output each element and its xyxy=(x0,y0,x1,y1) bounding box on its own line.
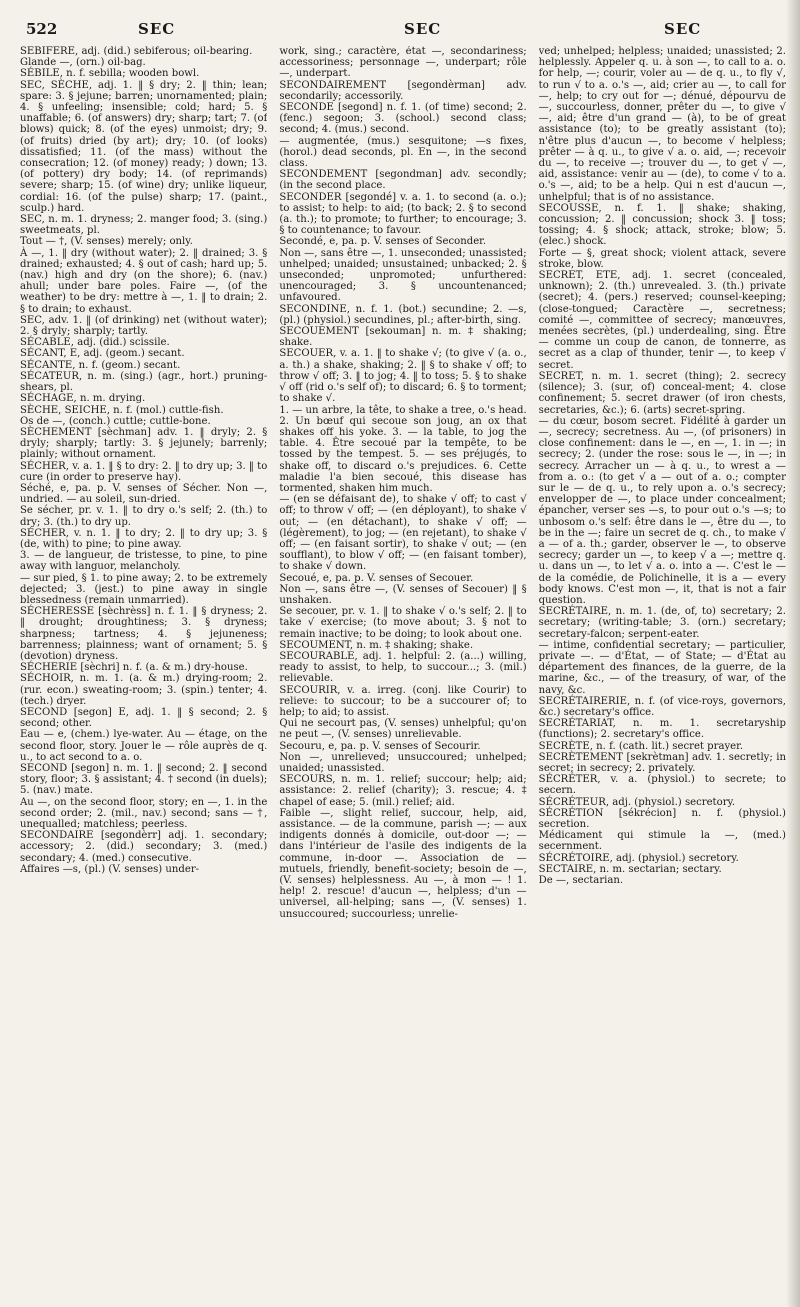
dictionary-entry: SECRÈTE, n. f. (cath. lit.) secret prayer. xyxy=(538,740,744,752)
dictionary-entry: Glande —, (orn.) oil-bag. xyxy=(20,57,146,69)
dictionary-entry: SECONDAIRE [segondèrr] adj. 1. secondary; accessory; 2. (did.) secondary; 3. (med.) secondary; 4. (med.) consecutive. xyxy=(20,830,268,864)
dictionary-entry: SÉCANT, E, adj. (geom.) secant. xyxy=(20,348,185,360)
dictionary-entry: SECRÈTEMENT [sekrètman] adv. 1. secretly; in secret; in secrecy; 2. privately. xyxy=(538,751,786,774)
dictionary-entry: SÉCHER, v. a. 1. ‖ § to dry: 2. ‖ to dry up; 3. ‖ to cure (in order to preserve hay). xyxy=(20,460,268,483)
dictionary-entry: SECOURS, n. m. 1. relief; succour; help; aid; assistance: 2. relief (charity); 3. rescue; 4. ‡ chapel of ease; 5. (mil.) relief; aid. xyxy=(279,774,527,808)
dictionary-entry: Non —, sans être —, 1. unseconded; unassisted; unhelped; unaided; unsustained; unbacked; 2. § unseconded; unpromoted; unfurthered: unencouraged; 3. § uncountenanced; unfavoured. xyxy=(279,247,527,304)
dictionary-entry: Forte — §, great shock; violent attack, severe stroke, blow. xyxy=(538,247,786,270)
column-middle xyxy=(279,46,526,1306)
dictionary-entry: SECOND [segon] n. m. 1. ‖ second; 2. ‖ second story, floor; 3. § assistant; 4. † second (in duels); 5. (nav.) mate. xyxy=(20,763,268,797)
dictionary-entry: SECRÉTAIRE, n. m. 1. (de, of, to) secretary; 2. secretary; (writing-table; 3. (orn.) secretary; secretary-falcon; serpent-eater. xyxy=(538,606,786,640)
dictionary-entry: Affaires —s, (pl.) (V. senses) under- xyxy=(20,863,200,875)
dictionary-entry: Se sécher, pr. v. 1. ‖ to dry o.'s self; 2. (th.) to dry; 3. (th.) to dry up. xyxy=(20,505,268,528)
dictionary-entry: SÉCATEUR, n. m. (sing.) (agr., hort.) pruning-shears, pl. xyxy=(20,370,268,394)
dictionary-entry: À —, 1. ‖ dry (without water); 2. ‖ drained; 3. § drained; exhausted; 4. § out of cash; hard up; 5. (nav.) high and dry (on the shore); 6. (nav.) ahull; under bare poles. Faire —, (of the weather) to be dry: mettre à —, 1. ‖ to drain; 2. § to drain; to exhaust. xyxy=(20,247,268,315)
dictionary-entry: SECTAIRE, n. m. sectarian; sectary. xyxy=(538,863,722,875)
dictionary-entry: 1. — un arbre, la tête, to shake a tree, o.'s head. 2. Un bœuf qui secoue son joug, an ox that shakes off his yoke. 3. — la table, to jog the table. 4. Être secoué par la tempête, to be tossed by the tempest. 5. — ses préjugés, to shake off, to discard o.'s prejudices. 6. Cette maladie l'a bien secoué, this disease has tormented, shaken him much. xyxy=(279,404,527,494)
dictionary-entry: SECOURABLE, adj. 1. helpful: 2. (a...) willing, ready to assist, to help, to succour...; 3. (mil.) relievable. xyxy=(279,650,527,685)
dictionary-entry: SECONDINE, n. f. 1. (bot.) secundine; 2. —s, (pl.) (physiol.) secundines, pl.; after-birth, sing. xyxy=(279,303,527,326)
dictionary-entry: Secondé, e, pa. p. V. senses of Seconder. xyxy=(279,236,487,248)
dictionary-entry: SECOUEMENT [sekouman] n. m. ‡ shaking; shake. xyxy=(279,326,527,349)
dictionary-entry: SÉCHER, v. n. 1. ‖ to dry; 2. ‖ to dry up; 3. § (de, with) to pine; to pine away. xyxy=(20,527,268,550)
dictionary-entry: SÉCANTE, n. f. (geom.) secant. xyxy=(20,359,181,371)
dictionary-entry: SÉBILE, n. f. sebilla; wooden bowl. xyxy=(20,68,200,80)
dictionary-entry: — (en se défaisant de), to shake √ off; to cast √ off; to throw √ off; — (en déployant), to shake √ out; — (en détachant), to shake √ off; — (légèrement), to jog; — (en rejetant), to shake √ off; — (en faisant sortir), to shake √ out; — (en soufflant), to blow √ off; — (en faisant tomber), to shake √ down. xyxy=(279,494,527,573)
dictionary-entry: 3. — de langueur, de tristesse, to pine, to pine away with languor, melancholy. xyxy=(20,550,268,573)
dictionary-entry: Tout — †, (V. senses) merely; only. xyxy=(20,236,193,248)
dictionary-entry: Secouru, e, pa. p. V. senses of Secourir. xyxy=(279,740,481,752)
dictionary-entry: work, sing.; caractère, état —, secondariness; accessoriness; personnage —, underpart; rôle —, underpart. xyxy=(279,46,527,80)
dictionary-entry: SEC, adv. 1. ‖ (of drinking) net (without water); 2. § dryly; sharply; tartly. xyxy=(20,314,268,338)
dictionary-entry: Qui ne secourt pas, (V. senses) unhelpful; qu'on ne peut —, (V. senses) unrelievable. xyxy=(279,718,527,741)
dictionary-entry: Non —, sans être —, (V. senses of Secouer) ‖ § unshaken. xyxy=(279,583,527,606)
dictionary-entry: — augmentée, (mus.) sesquitone; —s fixes, (horol.) dead seconds, pl. En —, in the second class. xyxy=(279,135,527,170)
dictionary-entry: De —, sectarian. xyxy=(538,875,624,887)
dictionary-entry: SÉCRÉTOIRE, adj. (physiol.) secretory. xyxy=(538,852,739,864)
dictionary-entry: Eau — e, (chem.) lye-water. Au — étage, on the second floor, story. Jouer le — rôle auprès de q. u., to act second to a. o. xyxy=(20,729,268,763)
dictionary-entry: Faible —, slight relief, succour, help, aid, assistance. — de la commune, parish —; — aux indigents donnés à domicile, out-door —; — dans l'intérieur de l'asile des indigents de la commune, in-door —. Association de — mutuels, friendly, benefit-society; besoin de —, (V. senses) helplessness. Au —, à mon — ! 1. help! 2. rescue! d'aucun —, helpless; d'un — universel, all-helping; sans —, (V. senses) 1. unsuccoured; succourless; unrelie- xyxy=(279,807,527,920)
dictionary-entry: SÈCHE, SEICHE, n. f. (mol.) cuttle-fish. xyxy=(20,404,224,416)
dictionary-entry: SÉCHOIR, n. m. 1. (a. & m.) drying-room; 2. (rur. econ.) sweating-room; 3. (spin.) tenter; 4. (tech.) dryer. xyxy=(20,673,268,707)
dictionary-entry: SEC, SÈCHE, adj. 1. ‖ § dry; 2. ‖ thin; lean; spare: 3. § jejune; barren; unornamented; plain; 4. § unfeeling; insensible; cold; hard; 5. § unaffable; 6. (of answers) dry; sharp; tart; 7. (of blows) quick; 8. (of the eyes) unmoist; dry; 9. (of fruits) dried (by art); dry; 10. (of looks) dissatisfied; 11. (of the mass) without the consecration; 12. (of money) ready; ) down; 13. (of pottery) dry body; 14. (of reprimands) severe; sharp; 15. (of wine) dry; unlike liqueur, cordial: 16. (of the pulse) sharp; 17. (paint., sculp.) hard. xyxy=(20,79,268,214)
dictionary-entry: SÉCHERESSE [sèchrèss] n. f. 1. ‖ § dryness; 2. ‖ drought; droughtiness; 3. § dryness; sharpness; tartness; 4. § jejuneness; barrenness; plainness; want of ornament; 5. § (devotion) dryness. xyxy=(20,606,268,662)
columns xyxy=(20,46,786,1306)
dictionary-entry: SÉCRÉTEUR, adj. (physiol.) secretory. xyxy=(538,796,736,808)
dictionary-entry: Séché, e, pa. p. V. senses of Sécher. Non —, undried. — au soleil, sun-dried. xyxy=(20,482,268,506)
dictionary-entry: SECRET, ETE, adj. 1. secret (concealed, unknown); 2. (th.) unrevealed. 3. (th.) private (secret); 4. (pers.) reserved; counsel-keeping; (close-tongued; Caractère —, secretness; comité —, committee of secrecy; manœuvres, menées secrètes, (pl.) underdealing, sing. Être — comme un coup de canon, de tonnerre, as secret as a clap of thunder, tenir —, to keep √ secret. xyxy=(538,270,786,371)
dictionary-entry: SECOUMENT, n. m. ‡ shaking; shake. xyxy=(279,639,474,651)
page-number: 522 xyxy=(26,20,58,38)
dictionary-entry: — intime, confidential secretary; — particulier, private —. — d'État, — of State; — d'État au département des finances, de la guerre, de la marine, &c., — of the treasury, of war, of the navy, &c. xyxy=(538,639,786,696)
dictionary-entry: — du cœur, bosom secret. Fidélité à garder un —, secrecy; secretness. Au —, (of prisoners) in close confinement: dans le —, en —, 1. in —; in secrecy; 2. (under the rose: sous le —, in —; in secrecy. Arracher un — à q. u., to wrest a — from a. o.: (to get √ a — out of a. o.; compter sur le — de q. u., to rely upon a. o.'s secrecy; envelopper de —, to place under concealment; épancher, verser ses —s, to pour out o.'s —s; to unbosom o.'s self: être dans le —, être du —, to be in the —; faire un secret de q. ch., to make √ a — of a. th.; garder, observer le —, to observe secrecy; garder un —, to keep √ a —; mettre q. u. dans un —, to let √ a. o. into a —. C'est le — de la comédie, de Polichinelle, it is a — every body knows. C'est mon —, it, that is not a fair question. xyxy=(538,415,786,606)
running-head-right: SEC xyxy=(664,20,702,38)
dictionary-entry: SECONDER [segondé] v. a. 1. to second (a. o.); to assist; to help: to aid; (to back; 2. § to second (a. th.); to promote; to further; to encourage; 3. § to countenance; to favour. xyxy=(279,191,527,237)
dictionary-entry: Au —, on the second floor, story; en —, 1. in the second order; 2. (mil., nav.) second; sans — †, unequalled; matchless; peerless. xyxy=(20,796,268,831)
dictionary-entry: SÉCHERIE [sèchri] n. f. (a. & m.) dry-house. xyxy=(20,662,248,674)
dictionary-entry: ved; unhelped; helpless; unaided; unassisted; 2. helplessly. Appeler q. u. à son —, to call to a. o. for help, —; courir, voler au — de q. u., to fly √, to run √ to a. o.'s —, aid; crier au —, to call for —, help; to cry out for —; dénué, dépourvu de —, succourless, donner, prêter du —, to give √ —, aid; être d'un grand — (à), to be of great assistance (to); to be greatly assistant (to); n'être plus d'aucun —, to become √ helpless; prêter — à q. u., to give √ a. o. aid, —; recevoir du —, to receive —; trouver du —, to get √ —, aid, assistance: venir au — (de), to come √ to a. o.'s —, aid; to be a help. Qui n est d'aucun —, unhelpful; that is of no assistance. xyxy=(538,46,786,203)
dictionary-entry: Os de —, (conch.) cuttle; cuttle-bone. xyxy=(20,415,211,427)
dictionary-entry: Non —, unrelieved; unsuccoured; unhelped; unaided; unassisted. xyxy=(279,751,527,774)
dictionary-entry: SÉCABLE, adj. (did.) scissile. xyxy=(20,337,170,349)
column-right xyxy=(539,46,786,1306)
dictionary-entry: SECONDEMENT [segondman] adv. secondly; (in the second place. xyxy=(279,169,527,192)
dictionary-entry: SECRET, n. m. 1. secret (thing); 2. secrecy (silence); 3. (sur, of) conceal-ment; 4. close confinement; 5. secret drawer (of iron chests, secretaries, &c.); 6. (arts) secret-spring. xyxy=(538,370,786,416)
dictionary-entry: SEBIFÈRE, adj. (did.) sebiferous; oil-bearing. xyxy=(20,46,253,57)
dictionary-entry: SECOND [segon] E, adj. 1. ‖ § second; 2. § second; other. xyxy=(20,706,268,730)
dictionary-entry: SEC, n. m. 1. dryness; 2. manger food; 3. (sing.) sweetmeats, pl. xyxy=(20,214,268,237)
dictionary-entry: Se secouer, pr. v. 1. ‖ to shake √ o.'s self; 2. ‖ to take √ exercise; (to move about; 3. § not to remain inactive; to be doing; to look about one. xyxy=(279,606,527,640)
dictionary-entry: SECRÉTAIRERIE, n. f. (of vice-roys, governors, &c.) secretary's office. xyxy=(538,695,786,718)
running-head-left: SEC xyxy=(138,20,176,38)
dictionary-entry: SECOUER, v. a. 1. ‖ to shake √; (to give √ (a. o., a. th.) a shake, shaking; 2. ‖ § to shake √ off; to throw √ off; 3. ‖ to jog; 4. ‖ to toss; 5. § to shake √ off (rid o.'s self of); to discard; 6. § to torment; to shake √. xyxy=(279,348,527,405)
dictionary-entry: SECOURIR, v. a. irreg. (conj. like Courir) to relieve: to succour; to be a succourer of; to help; to aid; to assist. xyxy=(279,684,527,718)
dictionary-entry: — sur pied, § 1. to pine away; 2. to be extremely dejected; 3. (jest.) to pine away in single blessedness (remain unmarried). xyxy=(20,572,268,606)
dictionary-entry: SÉCRÉTER, v. a. (physiol.) to secrete; to secern. xyxy=(538,774,786,797)
dictionary-entry: Secoué, e, pa. p. V. senses of Secouer. xyxy=(279,572,474,584)
page-header xyxy=(20,20,786,42)
dictionary-entry: Médicament qui stimule la —, (med.) secernment. xyxy=(538,830,786,853)
dictionary-entry: SÈCHEMENT [sèchman] adv. 1. ‖ dryly; 2. § dryly; sharply; tartly: 3. § jejunely; barrenly; plainly; without ornament. xyxy=(20,426,268,461)
dictionary-entry: SÉCHAGE, n. m. drying. xyxy=(20,393,146,405)
running-head-center: SEC xyxy=(404,20,442,38)
dictionary-entry: SECONDAIREMENT [segondèrman] adv. secondarily; accessorily. xyxy=(279,79,527,102)
dictionary-entry: SECOUSSE, n. f. 1. ‖ shake; shaking, concussion; 2. ‖ concussion; shock 3. ‖ toss; tossing; 4. § shock; attack, stroke; blow; 5. (elec.) shock. xyxy=(538,202,786,248)
dictionary-entry: SECONDE [segond] n. f. 1. (of time) second; 2. (fenc.) segoon; 3. (school.) second class; second; 4. (mus.) second. xyxy=(279,102,527,136)
dictionary-entry: SECRÉTARIAT, n. m. 1. secretaryship (functions); 2. secretary's office. xyxy=(538,718,786,741)
dictionary-entry: SÉCRÉTION [sékrécion] n. f. (physiol.) secretion. xyxy=(538,807,786,831)
column-left xyxy=(20,46,267,1306)
page-edge-shadow xyxy=(786,0,800,1307)
